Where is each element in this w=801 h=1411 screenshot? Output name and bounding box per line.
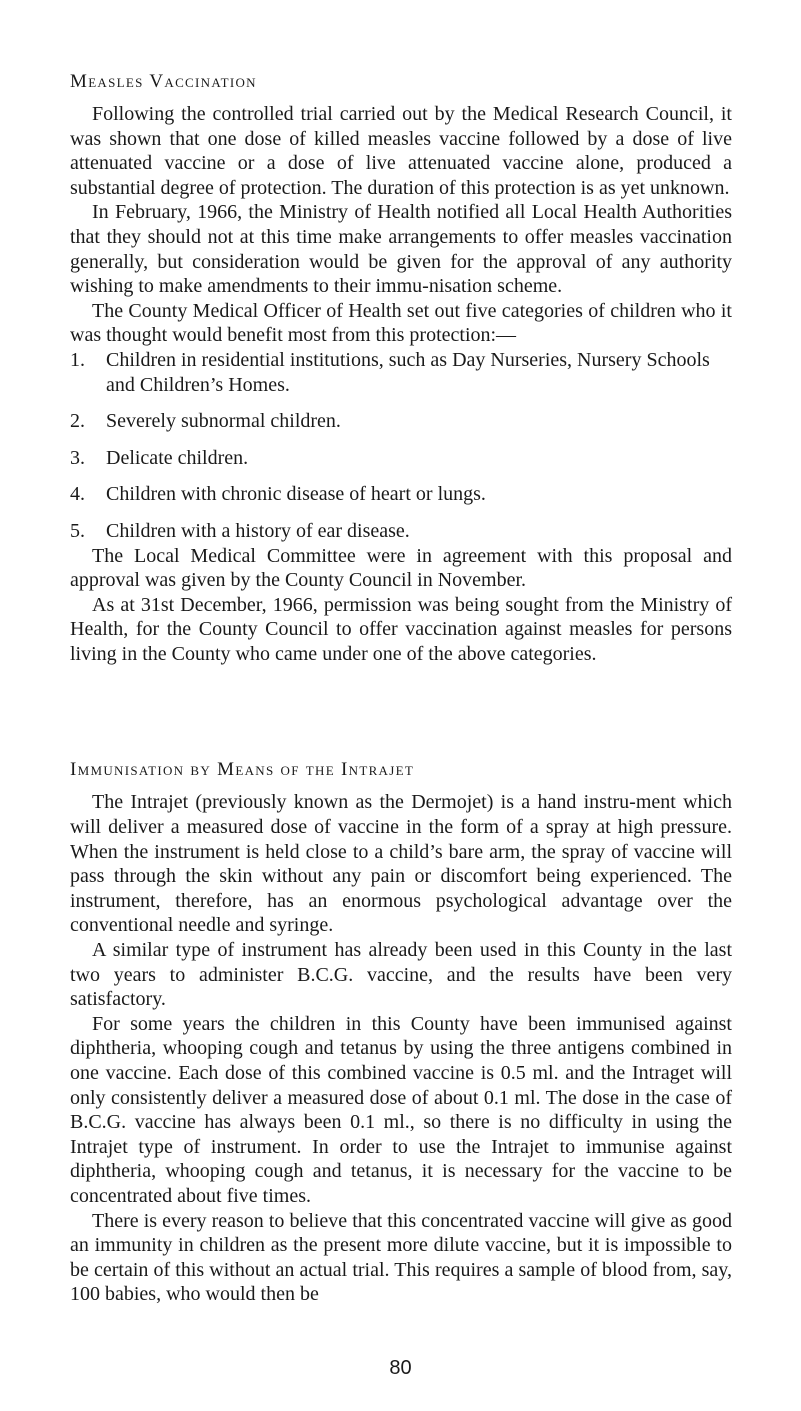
paragraph: For some years the children in this County have been immunised against diphtheria, whooping cough and tetanus by using the three antigens combined in one vaccine. Each dose of this combined vaccine is 0.5 ml. and the Intraget will only consistently deliver a measured dose of about 0.1 ml. The dose in the case of B.C.G. vaccine has always been 0.1 ml., so there is no difficulty in using the Intrajet type of instrument. In order to use the Intrajet to immunise against diphtheria, whooping cough and tetanus, it is necessary for the vaccine to be concentrated about five times.: [70, 1012, 732, 1207]
list-item-number: 4.: [70, 483, 85, 506]
list-item: [70, 482, 732, 507]
section-heading-measles-vaccination: Measles Vaccination: [70, 71, 257, 92]
section-spacer: [70, 666, 732, 758]
paragraph: As at 31st December, 1966, permission was being sought from the Ministry of Health, for the County Council to offer vaccination against measles for persons living in the County who came under one of the above categories.: [70, 593, 732, 665]
paragraph: The Local Medical Committee were in agreement with this proposal and approval was given by the County Council in November.: [70, 544, 732, 592]
paragraph: Following the controlled trial carried out by the Medical Research Council, it was shown that one dose of killed measles vaccine followed by a dose of live attenuated vaccine or a dose of live attenuated vaccine alone, produced a substantial degree of protection. The duration of this protection is as yet unknown.: [70, 103, 732, 199]
document-page: [70, 70, 732, 1307]
list-item-text: Severely subnormal children.: [106, 410, 341, 433]
section-heading-intrajet: Immunisation by Means of the Intrajet: [70, 759, 415, 781]
list-item-number: 2.: [70, 410, 85, 433]
paragraph: The Intrajet (previously known as the Dermojet) is a hand instru-ment which will deliver a measured dose of vaccine in the form of a spray at high pressure. When the instrument is held close to a child’s bare arm, the spray of vaccine will pass through the skin without any pain or discomfort being experienced. The instrument, therefore, has an enormous psychological advantage over the conventional needle and syringe.: [70, 791, 732, 937]
paragraph: In February, 1966, the Ministry of Health notified all Local Health Authorities that they should not at this time make arrangements to offer measles vaccination generally, but consideration would be given for the approval of any authority wishing to make amendments to their immu-nisation scheme.: [70, 201, 732, 298]
list-item-number: 1.: [70, 348, 85, 371]
list-item-text: Children in residential institutions, such as Day Nurseries, Nursery Schools and Children’s Homes.: [106, 348, 710, 396]
list-item-text: Children with chronic disease of heart or lungs.: [106, 483, 486, 506]
paragraph: A similar type of instrument has already been used in this County in the last two years to administer B.C.G. vaccine, and the results have been very satisfactory.: [70, 939, 732, 1011]
list-item: [70, 519, 732, 544]
list-item-number: 5.: [70, 519, 85, 542]
list-item: [70, 409, 732, 434]
list-item: [70, 446, 732, 471]
list-item-text: Children with a history of ear disease.: [106, 519, 410, 542]
list-item-text: Delicate children.: [106, 446, 249, 469]
paragraph: The County Medical Officer of Health set out five categories of children who it was thought would benefit most from this protection:—: [70, 299, 732, 347]
categories-list: [70, 348, 732, 544]
paragraph: There is every reason to believe that this concentrated vaccine will give as good an immunity in children as the present more dilute vaccine, but it is impossible to be certain of this without an actual trial. This requires a sample of blood from, say, 100 babies, who would then be: [70, 1209, 732, 1306]
page-number: 80: [389, 1357, 412, 1379]
list-item-number: 3.: [70, 446, 85, 469]
list-item: [70, 348, 732, 397]
